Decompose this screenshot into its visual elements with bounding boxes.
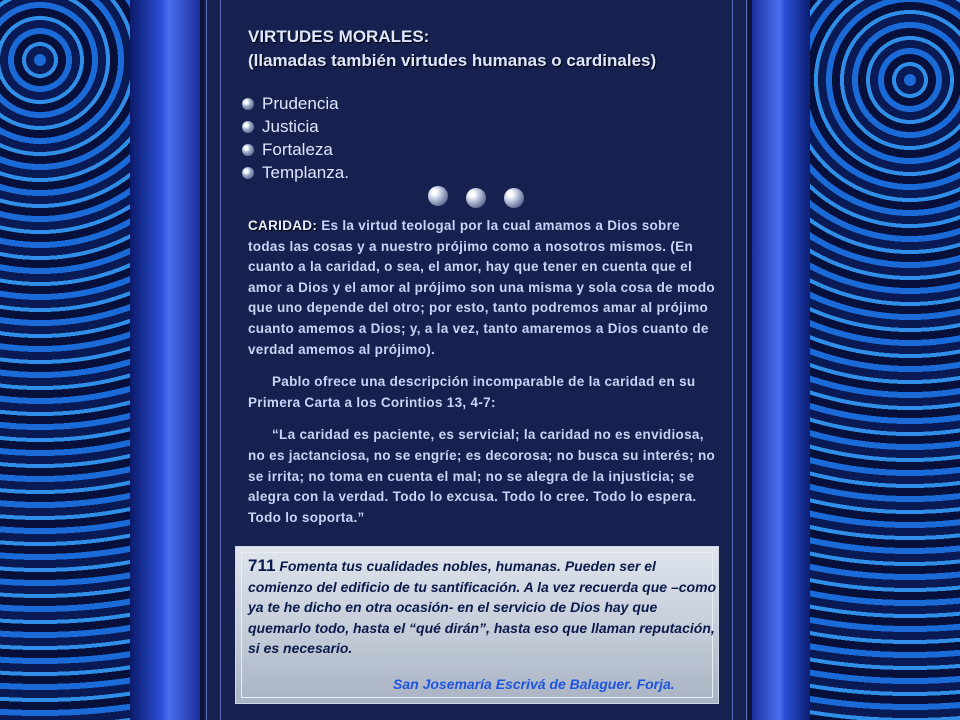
- virtue-label: Justicia: [262, 116, 319, 136]
- caridad-definition: [248, 216, 716, 360]
- pearl-bullet-icon: [242, 167, 254, 179]
- panel-border-line: [746, 0, 747, 720]
- right-decorative-pattern: [810, 0, 960, 720]
- caridad-section: [248, 216, 716, 540]
- quote-author: San Josemaría Escrivá de Balaguer. Forja.: [393, 676, 675, 692]
- panel-border-line: [732, 0, 733, 720]
- caridad-definition-text: Es la virtud teologal por la cual amamos a Dios sobre todas las cosas y a nuestro prójimo como a nosotros mismos. (En cuanto a la caridad, o sea, el amor, hay que tener en cuenta que el amor a Dios y el amor al prójimo son una misma y sola cosa de modo que uno depende del otro; por esto, tanto podremos amar al prójimo cuanto amemos a Dios; y, a la vez, tanto amaremos a Dios cuanto de verdad amemos al prójimo).: [248, 218, 715, 357]
- virtue-label: Templanza.: [262, 162, 349, 182]
- pearl-icon: [504, 188, 524, 208]
- virtue-label: Prudencia: [262, 93, 339, 113]
- section-title: VIRTUDES MORALES:: [248, 27, 430, 46]
- quote-number: 711: [248, 556, 276, 575]
- quote-body: Fomenta tus cualidades nobles, humanas. Pueden ser el comienzo del edificio de tu santificación. A la vez recuerda que –como ya te he dicho en otra ocasión- en el servicio de Dios hay que quemarlo todo, hasta el “qué dirán”, hasta eso que llaman reputación, si es necesario.: [248, 558, 717, 656]
- left-decorative-pattern: [0, 0, 130, 720]
- pearl-bullet-icon: [242, 98, 254, 110]
- list-item: [242, 138, 349, 161]
- virtue-label: Fortaleza: [262, 139, 333, 159]
- right-blue-stripe: [752, 0, 812, 720]
- list-item: [242, 115, 349, 138]
- panel-border-line: [206, 0, 207, 720]
- caridad-label: CARIDAD:: [248, 218, 318, 233]
- pearl-icon: [466, 188, 486, 208]
- pearl-icon: [428, 186, 448, 206]
- panel-border-line: [220, 0, 221, 720]
- caridad-paragraph: Pablo ofrece una descripción incomparable de la caridad en su Primera Carta a los Corintios 13, 4-7:: [248, 374, 696, 410]
- virtues-list: [242, 92, 349, 184]
- caridad-quote: “La caridad es paciente, es servicial; la caridad no es envidiosa, no es jactanciosa, no se engríe; es decorosa; no busca su interés; no se irrita; no toma en cuenta el mal; no se alegra de la injusticia; se alegra con la verdad. Todo lo excusa. Todo lo cree. Todo lo espera. Todo lo soporta.”: [248, 427, 716, 525]
- list-item: [242, 92, 349, 115]
- left-blue-stripe: [130, 0, 200, 720]
- pearl-bullet-icon: [242, 144, 254, 156]
- pearl-divider: [424, 186, 528, 210]
- list-item: [242, 161, 349, 184]
- quote-text: [248, 556, 718, 659]
- section-subtitle: (llamadas también virtudes humanas o cardinales): [248, 51, 657, 70]
- pearl-bullet-icon: [242, 121, 254, 133]
